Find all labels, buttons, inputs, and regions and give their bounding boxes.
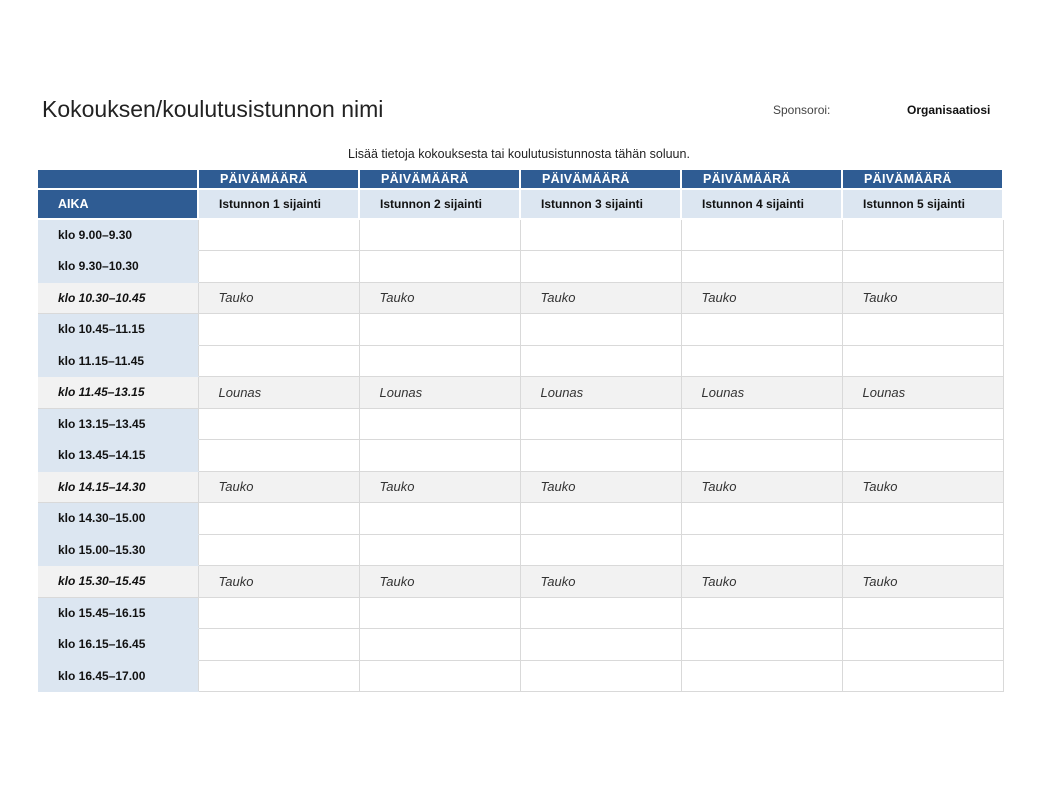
session-cell[interactable] bbox=[359, 408, 520, 440]
session-cell[interactable] bbox=[520, 345, 681, 377]
date-cell[interactable]: PÄIVÄMÄÄRÄ bbox=[681, 170, 842, 189]
break-cell[interactable]: Tauko bbox=[198, 566, 359, 598]
break-cell[interactable]: Tauko bbox=[359, 282, 520, 314]
break-cell[interactable]: Lounas bbox=[520, 377, 681, 409]
session-cell[interactable] bbox=[520, 314, 681, 346]
session-cell[interactable] bbox=[681, 408, 842, 440]
session-cell[interactable] bbox=[359, 660, 520, 692]
session-cell[interactable] bbox=[198, 251, 359, 283]
session-cell[interactable] bbox=[359, 251, 520, 283]
session-cell[interactable] bbox=[842, 629, 1003, 661]
time-cell[interactable]: klo 9.00–9.30 bbox=[38, 219, 198, 251]
session-cell[interactable] bbox=[198, 345, 359, 377]
schedule-table bbox=[38, 170, 1004, 692]
session-cell[interactable] bbox=[520, 251, 681, 283]
time-cell[interactable]: klo 16.45–17.00 bbox=[38, 660, 198, 692]
session-cell[interactable] bbox=[359, 503, 520, 535]
date-cell[interactable]: PÄIVÄMÄÄRÄ bbox=[359, 170, 520, 189]
session-cell[interactable] bbox=[198, 534, 359, 566]
break-cell[interactable]: Tauko bbox=[681, 282, 842, 314]
location-header-row bbox=[38, 189, 1003, 219]
session-cell[interactable] bbox=[198, 629, 359, 661]
time-cell[interactable]: klo 10.45–11.15 bbox=[38, 314, 198, 346]
info-text[interactable]: Lisää tietoja kokouksesta tai koulutusistunnosta tähän soluun. bbox=[348, 147, 690, 161]
time-column-header[interactable]: AIKA bbox=[38, 189, 198, 219]
session-cell[interactable] bbox=[681, 314, 842, 346]
session-cell[interactable] bbox=[681, 251, 842, 283]
time-cell[interactable]: klo 13.45–14.15 bbox=[38, 440, 198, 472]
break-cell[interactable]: Tauko bbox=[842, 471, 1003, 503]
session-cell[interactable] bbox=[842, 251, 1003, 283]
session-cell[interactable] bbox=[198, 597, 359, 629]
table-row bbox=[38, 314, 1003, 346]
session-cell[interactable] bbox=[520, 629, 681, 661]
location-cell[interactable]: Istunnon 1 sijainti bbox=[198, 189, 359, 219]
session-cell[interactable] bbox=[198, 408, 359, 440]
location-cell[interactable]: Istunnon 5 sijainti bbox=[842, 189, 1003, 219]
break-cell[interactable]: Lounas bbox=[359, 377, 520, 409]
break-cell[interactable]: Tauko bbox=[520, 471, 681, 503]
time-cell[interactable]: klo 15.45–16.15 bbox=[38, 597, 198, 629]
session-cell[interactable] bbox=[681, 597, 842, 629]
location-cell[interactable]: Istunnon 3 sijainti bbox=[520, 189, 681, 219]
session-cell[interactable] bbox=[198, 660, 359, 692]
session-cell[interactable] bbox=[520, 597, 681, 629]
session-cell[interactable] bbox=[681, 440, 842, 472]
break-cell[interactable]: Lounas bbox=[842, 377, 1003, 409]
break-row bbox=[38, 282, 1003, 314]
time-cell[interactable]: klo 13.15–13.45 bbox=[38, 408, 198, 440]
time-cell[interactable]: klo 11.15–11.45 bbox=[38, 345, 198, 377]
break-row bbox=[38, 377, 1003, 409]
table-row bbox=[38, 534, 1003, 566]
location-cell[interactable]: Istunnon 2 sijainti bbox=[359, 189, 520, 219]
date-header-row bbox=[38, 170, 1003, 189]
session-cell[interactable] bbox=[681, 534, 842, 566]
session-cell[interactable] bbox=[359, 314, 520, 346]
session-cell[interactable] bbox=[842, 660, 1003, 692]
break-row bbox=[38, 566, 1003, 598]
sponsor-label: Sponsoroi: bbox=[773, 103, 831, 117]
session-cell[interactable] bbox=[520, 440, 681, 472]
session-cell[interactable] bbox=[842, 440, 1003, 472]
table-row bbox=[38, 219, 1003, 251]
table-row bbox=[38, 660, 1003, 692]
break-row bbox=[38, 471, 1003, 503]
session-cell[interactable] bbox=[842, 219, 1003, 251]
session-cell[interactable] bbox=[842, 314, 1003, 346]
time-cell[interactable]: klo 14.30–15.00 bbox=[38, 503, 198, 535]
break-cell[interactable]: Tauko bbox=[359, 566, 520, 598]
session-cell[interactable] bbox=[842, 503, 1003, 535]
break-cell[interactable]: Lounas bbox=[198, 377, 359, 409]
date-cell[interactable]: PÄIVÄMÄÄRÄ bbox=[520, 170, 681, 189]
session-cell[interactable] bbox=[359, 345, 520, 377]
break-cell[interactable]: Tauko bbox=[198, 282, 359, 314]
session-cell[interactable] bbox=[842, 408, 1003, 440]
time-cell[interactable]: klo 10.30–10.45 bbox=[38, 282, 198, 314]
time-cell[interactable]: klo 15.30–15.45 bbox=[38, 566, 198, 598]
break-cell[interactable]: Tauko bbox=[842, 566, 1003, 598]
session-cell[interactable] bbox=[359, 597, 520, 629]
session-cell[interactable] bbox=[520, 534, 681, 566]
date-corner-cell bbox=[38, 170, 198, 189]
page-title[interactable]: Kokouksen/koulutusistunnon nimi bbox=[42, 96, 384, 122]
session-cell[interactable] bbox=[842, 345, 1003, 377]
table-row bbox=[38, 345, 1003, 377]
session-cell[interactable] bbox=[520, 408, 681, 440]
session-cell[interactable] bbox=[681, 660, 842, 692]
session-cell[interactable] bbox=[681, 629, 842, 661]
time-cell[interactable]: klo 9.30–10.30 bbox=[38, 251, 198, 283]
time-cell[interactable]: klo 15.00–15.30 bbox=[38, 534, 198, 566]
session-cell[interactable] bbox=[842, 597, 1003, 629]
table-row bbox=[38, 440, 1003, 472]
session-cell[interactable] bbox=[198, 219, 359, 251]
session-cell[interactable] bbox=[520, 660, 681, 692]
time-cell[interactable]: klo 16.15–16.45 bbox=[38, 629, 198, 661]
session-cell[interactable] bbox=[520, 503, 681, 535]
time-cell[interactable]: klo 14.15–14.30 bbox=[38, 471, 198, 503]
break-cell[interactable]: Tauko bbox=[520, 282, 681, 314]
session-cell[interactable] bbox=[359, 629, 520, 661]
session-cell[interactable] bbox=[198, 503, 359, 535]
table-row bbox=[38, 629, 1003, 661]
session-cell[interactable] bbox=[681, 219, 842, 251]
table-row bbox=[38, 597, 1003, 629]
break-cell[interactable]: Tauko bbox=[842, 282, 1003, 314]
break-cell[interactable]: Tauko bbox=[681, 566, 842, 598]
break-cell[interactable]: Tauko bbox=[520, 566, 681, 598]
session-cell[interactable] bbox=[198, 314, 359, 346]
break-cell[interactable]: Tauko bbox=[681, 471, 842, 503]
table-row bbox=[38, 408, 1003, 440]
break-cell[interactable]: Lounas bbox=[681, 377, 842, 409]
session-cell[interactable] bbox=[359, 440, 520, 472]
session-cell[interactable] bbox=[520, 219, 681, 251]
session-cell[interactable] bbox=[681, 503, 842, 535]
time-cell[interactable]: klo 11.45–13.15 bbox=[38, 377, 198, 409]
break-cell[interactable]: Tauko bbox=[359, 471, 520, 503]
session-cell[interactable] bbox=[842, 534, 1003, 566]
session-cell[interactable] bbox=[198, 440, 359, 472]
break-cell[interactable]: Tauko bbox=[198, 471, 359, 503]
sponsor-value[interactable]: Organisaatiosi bbox=[907, 103, 991, 117]
date-cell[interactable]: PÄIVÄMÄÄRÄ bbox=[198, 170, 359, 189]
table-row bbox=[38, 503, 1003, 535]
session-cell[interactable] bbox=[359, 219, 520, 251]
session-cell[interactable] bbox=[359, 534, 520, 566]
date-cell[interactable]: PÄIVÄMÄÄRÄ bbox=[842, 170, 1003, 189]
session-cell[interactable] bbox=[681, 345, 842, 377]
table-row bbox=[38, 251, 1003, 283]
location-cell[interactable]: Istunnon 4 sijainti bbox=[681, 189, 842, 219]
